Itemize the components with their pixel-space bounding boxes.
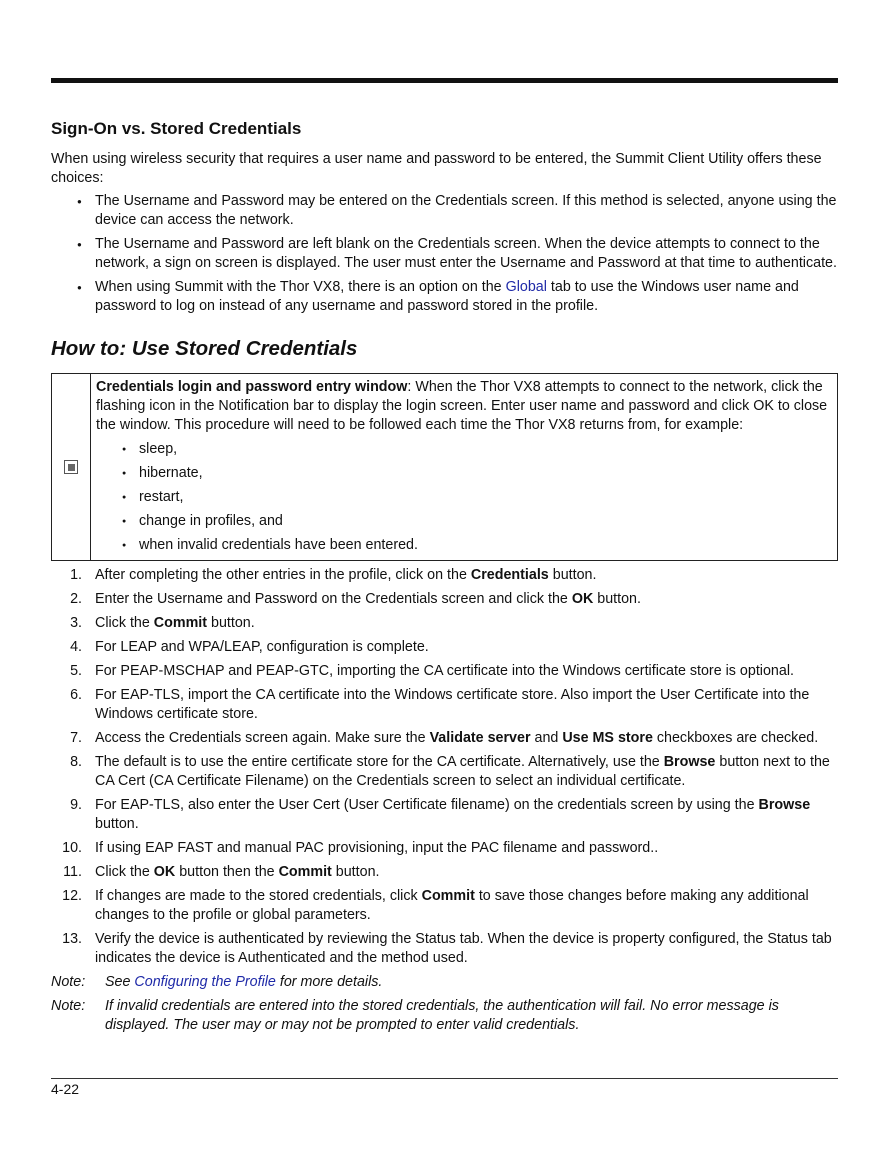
configuring-profile-link[interactable]: Configuring the Profile bbox=[134, 974, 276, 990]
step-item: 9. For EAP-TLS, also enter the User Cert (User Certificate filename) on the credentials screen by using the Browse button. bbox=[70, 797, 811, 832]
list-item: ● When using Summit with the Thor VX8, there is an option on the Global tab to use the Windows user name and password to log on instead of any username and password stored in the profile. bbox=[95, 278, 838, 316]
step-item: 5. For PEAP-MSCHAP and PEAP-GTC, importing the CA certificate into the Windows certificate store is optional. bbox=[70, 663, 794, 679]
note-paragraph: Credentials login and password entry window: When the Thor VX8 attempts to connect to the network, click the flashing icon in the Notification bar to display the login screen. Enter user name and password and click OK to close the window. This procedure will need to be followed each time the Thor VX8 returns from, for example: bbox=[96, 379, 828, 433]
step-item: 8. The default is to use the entire certificate store for the CA certificate. Alternatively, use the Browse button next to the CA Cert (CA Certificate Filename) on the Credentials screen to select an individual certificate. bbox=[70, 754, 830, 789]
step-item: 11. Click the OK button then the Commit button. bbox=[63, 864, 380, 880]
list-item: ● restart, bbox=[139, 488, 831, 507]
section-title: Sign-On vs. Stored Credentials bbox=[51, 119, 302, 138]
choices-list bbox=[51, 192, 838, 316]
step-item: 10. If using EAP FAST and manual PAC provisioning, input the PAC filename and password.. bbox=[62, 840, 659, 856]
header-rule bbox=[51, 78, 838, 83]
note-square-icon bbox=[64, 460, 78, 474]
list-item: ● change in profiles, and bbox=[139, 512, 831, 531]
page-number: 4-22 bbox=[51, 1081, 80, 1097]
procedure-steps bbox=[51, 566, 838, 968]
step-item: 7. Access the Credentials screen again. Make sure the Validate server and Use MS store checkboxes are checked. bbox=[70, 730, 819, 746]
intro-paragraph: When using wireless security that requires a user name and password to be entered, the Summit Client Utility offers these choices: bbox=[51, 151, 822, 186]
page-content bbox=[51, 118, 838, 1040]
step-item: 6. For EAP-TLS, import the CA certificate into the Windows certificate store. Also import the User Certificate into the Windows certificate store. bbox=[70, 687, 810, 722]
list-item: ● The Username and Password may be entered on the Credentials screen. If this method is selected, anyone using the device can access the network. bbox=[95, 192, 838, 230]
step-item: 1. After completing the other entries in the profile, click on the Credentials button. bbox=[70, 567, 597, 583]
step-item: 4. For LEAP and WPA/LEAP, configuration is complete. bbox=[70, 639, 429, 655]
list-item: ● when invalid credentials have been entered. bbox=[139, 536, 831, 555]
note-label: Note: bbox=[51, 974, 86, 990]
howto-heading: How to: Use Stored Credentials bbox=[51, 337, 358, 360]
note-see-profile: Note: See Configuring the Profile for more details. bbox=[51, 974, 383, 990]
list-item: ● sleep, bbox=[139, 440, 831, 459]
return-conditions-list bbox=[96, 440, 831, 555]
step-item: 13. Verify the device is authenticated by reviewing the Status tab. When the device is property configured, the Status tab indicates the device is Authenticated and the method used. bbox=[62, 931, 832, 966]
list-item: ● hibernate, bbox=[139, 464, 831, 483]
note-icon-cell bbox=[52, 374, 91, 560]
step-item: 3. Click the Commit button. bbox=[70, 615, 255, 631]
global-link[interactable]: Global bbox=[505, 279, 547, 295]
note-invalid-credentials: Note: If invalid credentials are entered into the stored credentials, the authentication will fail. No error message is displayed. The user may or may not be prompted to enter valid credentials. bbox=[51, 998, 779, 1033]
credentials-note-box bbox=[51, 373, 838, 561]
step-item: 12. If changes are made to the stored credentials, click Commit to save those changes before making any additional changes to the profile or global parameters. bbox=[62, 888, 809, 923]
note-text-cell bbox=[91, 374, 837, 560]
note-label: Note: bbox=[51, 998, 86, 1014]
list-item: ● The Username and Password are left blank on the Credentials screen. When the device attempts to connect to the network, a sign on screen is displayed. The user must enter the Username and Password at that time to authenticate. bbox=[95, 235, 838, 273]
step-item: 2. Enter the Username and Password on the Credentials screen and click the OK button. bbox=[70, 591, 641, 607]
footer-rule bbox=[51, 1078, 838, 1079]
